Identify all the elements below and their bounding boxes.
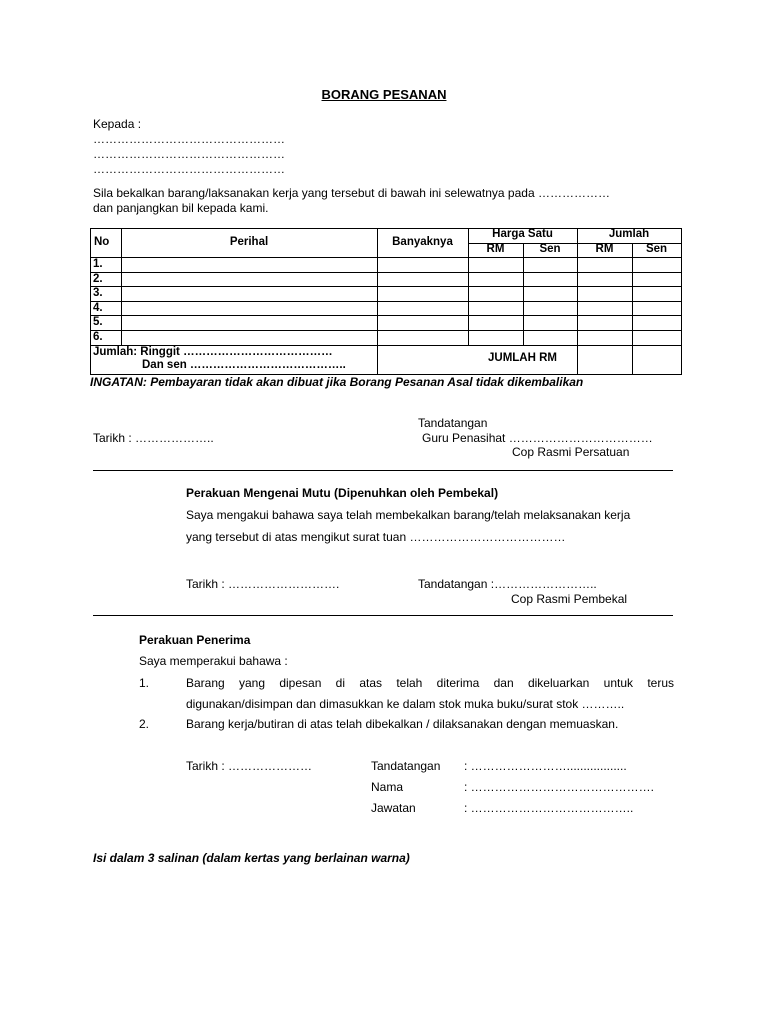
header-jumlah-rm: RM [595, 243, 614, 255]
sign1-cop: Cop Rasmi Persatuan [512, 445, 630, 459]
penerima-nama-value: : ………………………………………. [464, 780, 655, 794]
header-harga-satu: Harga Satu [492, 228, 553, 240]
penerima-item-1-number: 1. [139, 676, 150, 690]
sign1-guru-penasihat: Guru Penasihat ……………………………… [422, 431, 653, 445]
header-harga-sen: Sen [539, 243, 561, 255]
perakuan-mutu-tarikh: Tarikh : ………………………. [186, 577, 340, 591]
kepada-line-2: ………………………………………… [93, 147, 285, 161]
intro-line-2: dan panjangkan bil kepada kami. [93, 201, 269, 215]
header-perihal: Perihal [229, 236, 269, 248]
penerima-item-1-line-2: digunakan/disimpan dan dimasukkan ke dalam stok muka buku/surat stok ……….. [186, 697, 625, 711]
penerima-item-2-number: 2. [139, 717, 150, 731]
kepada-line-3: ………………………………………… [93, 162, 285, 176]
dan-sen: Dan sen ………………………………….. [142, 359, 346, 371]
perakuan-mutu-line-2: yang tersebut di atas mengikut surat tuan ………………………………… [186, 530, 566, 544]
perakuan-mutu-tandatangan: Tandatangan :…………………….. [418, 577, 597, 591]
penerima-tandatangan-label: Tandatangan [371, 759, 441, 773]
table-row-number: 3. [93, 287, 103, 299]
penerima-jawatan-label: Jawatan [371, 801, 416, 815]
ingatan-note: INGATAN: Pembayaran tidak akan dibuat jika Borang Pesanan Asal tidak dikembalikan [90, 375, 584, 389]
page-title: BORANG PESANAN [321, 87, 447, 102]
order-table [90, 228, 682, 375]
kepada-label: Kepada : [93, 117, 142, 131]
penerima-nama-label: Nama [371, 780, 404, 794]
penerima-item-2-line: Barang kerja/butiran di atas telah dibekalkan / dilaksanakan dengan memuaskan. [186, 717, 619, 731]
table-row-number: 4. [93, 302, 103, 314]
divider-1 [93, 470, 673, 471]
header-harga-rm: RM [486, 243, 505, 255]
table-row-number: 2. [93, 273, 103, 285]
jumlah-rm-label: JUMLAH RM [488, 352, 557, 364]
divider-2 [93, 615, 673, 616]
perakuan-penerima-intro: Saya memperakui bahawa : [139, 654, 288, 668]
header-no: No [94, 236, 110, 248]
penerima-jawatan-value: : ………………………………….. [464, 801, 634, 815]
perakuan-mutu-cop: Cop Rasmi Pembekal [511, 592, 628, 606]
table-row-number: 5. [93, 316, 103, 328]
perakuan-mutu-line-1: Saya mengakui bahawa saya telah membekalkan barang/telah melaksanakan kerja [186, 508, 631, 522]
intro-line-1: Sila bekalkan barang/laksanakan kerja yang tersebut di bawah ini selewatnya pada ……………… [93, 186, 610, 200]
penerima-tandatangan-value: : …………………….................. [464, 759, 627, 773]
penerima-item-1-line-1: Barang yang dipesan di atas telah diterima dan dikeluarkan untuk terus [186, 676, 674, 690]
header-jumlah-sen: Sen [645, 243, 668, 255]
header-banyaknya: Banyaknya [392, 236, 453, 248]
table-row-number: 6. [93, 331, 103, 343]
kepada-line-1: ………………………………………… [93, 132, 285, 146]
jumlah-ringgit: Jumlah: Ringgit ………………………………… [93, 346, 333, 358]
table-row-number: 1. [93, 258, 103, 270]
footer-note: Isi dalam 3 salinan (dalam kertas yang berlainan warna) [93, 851, 410, 865]
perakuan-mutu-heading: Perakuan Mengenai Mutu (Dipenuhkan oleh Pembekal) [186, 486, 499, 500]
penerima-tarikh: Tarikh : ………………… [186, 759, 313, 773]
sign1-tarikh: Tarikh : ……………….. [93, 431, 214, 445]
sign1-tandatangan: Tandatangan [418, 416, 488, 430]
header-jumlah: Jumlah [608, 228, 650, 240]
perakuan-penerima-heading: Perakuan Penerima [139, 633, 251, 647]
